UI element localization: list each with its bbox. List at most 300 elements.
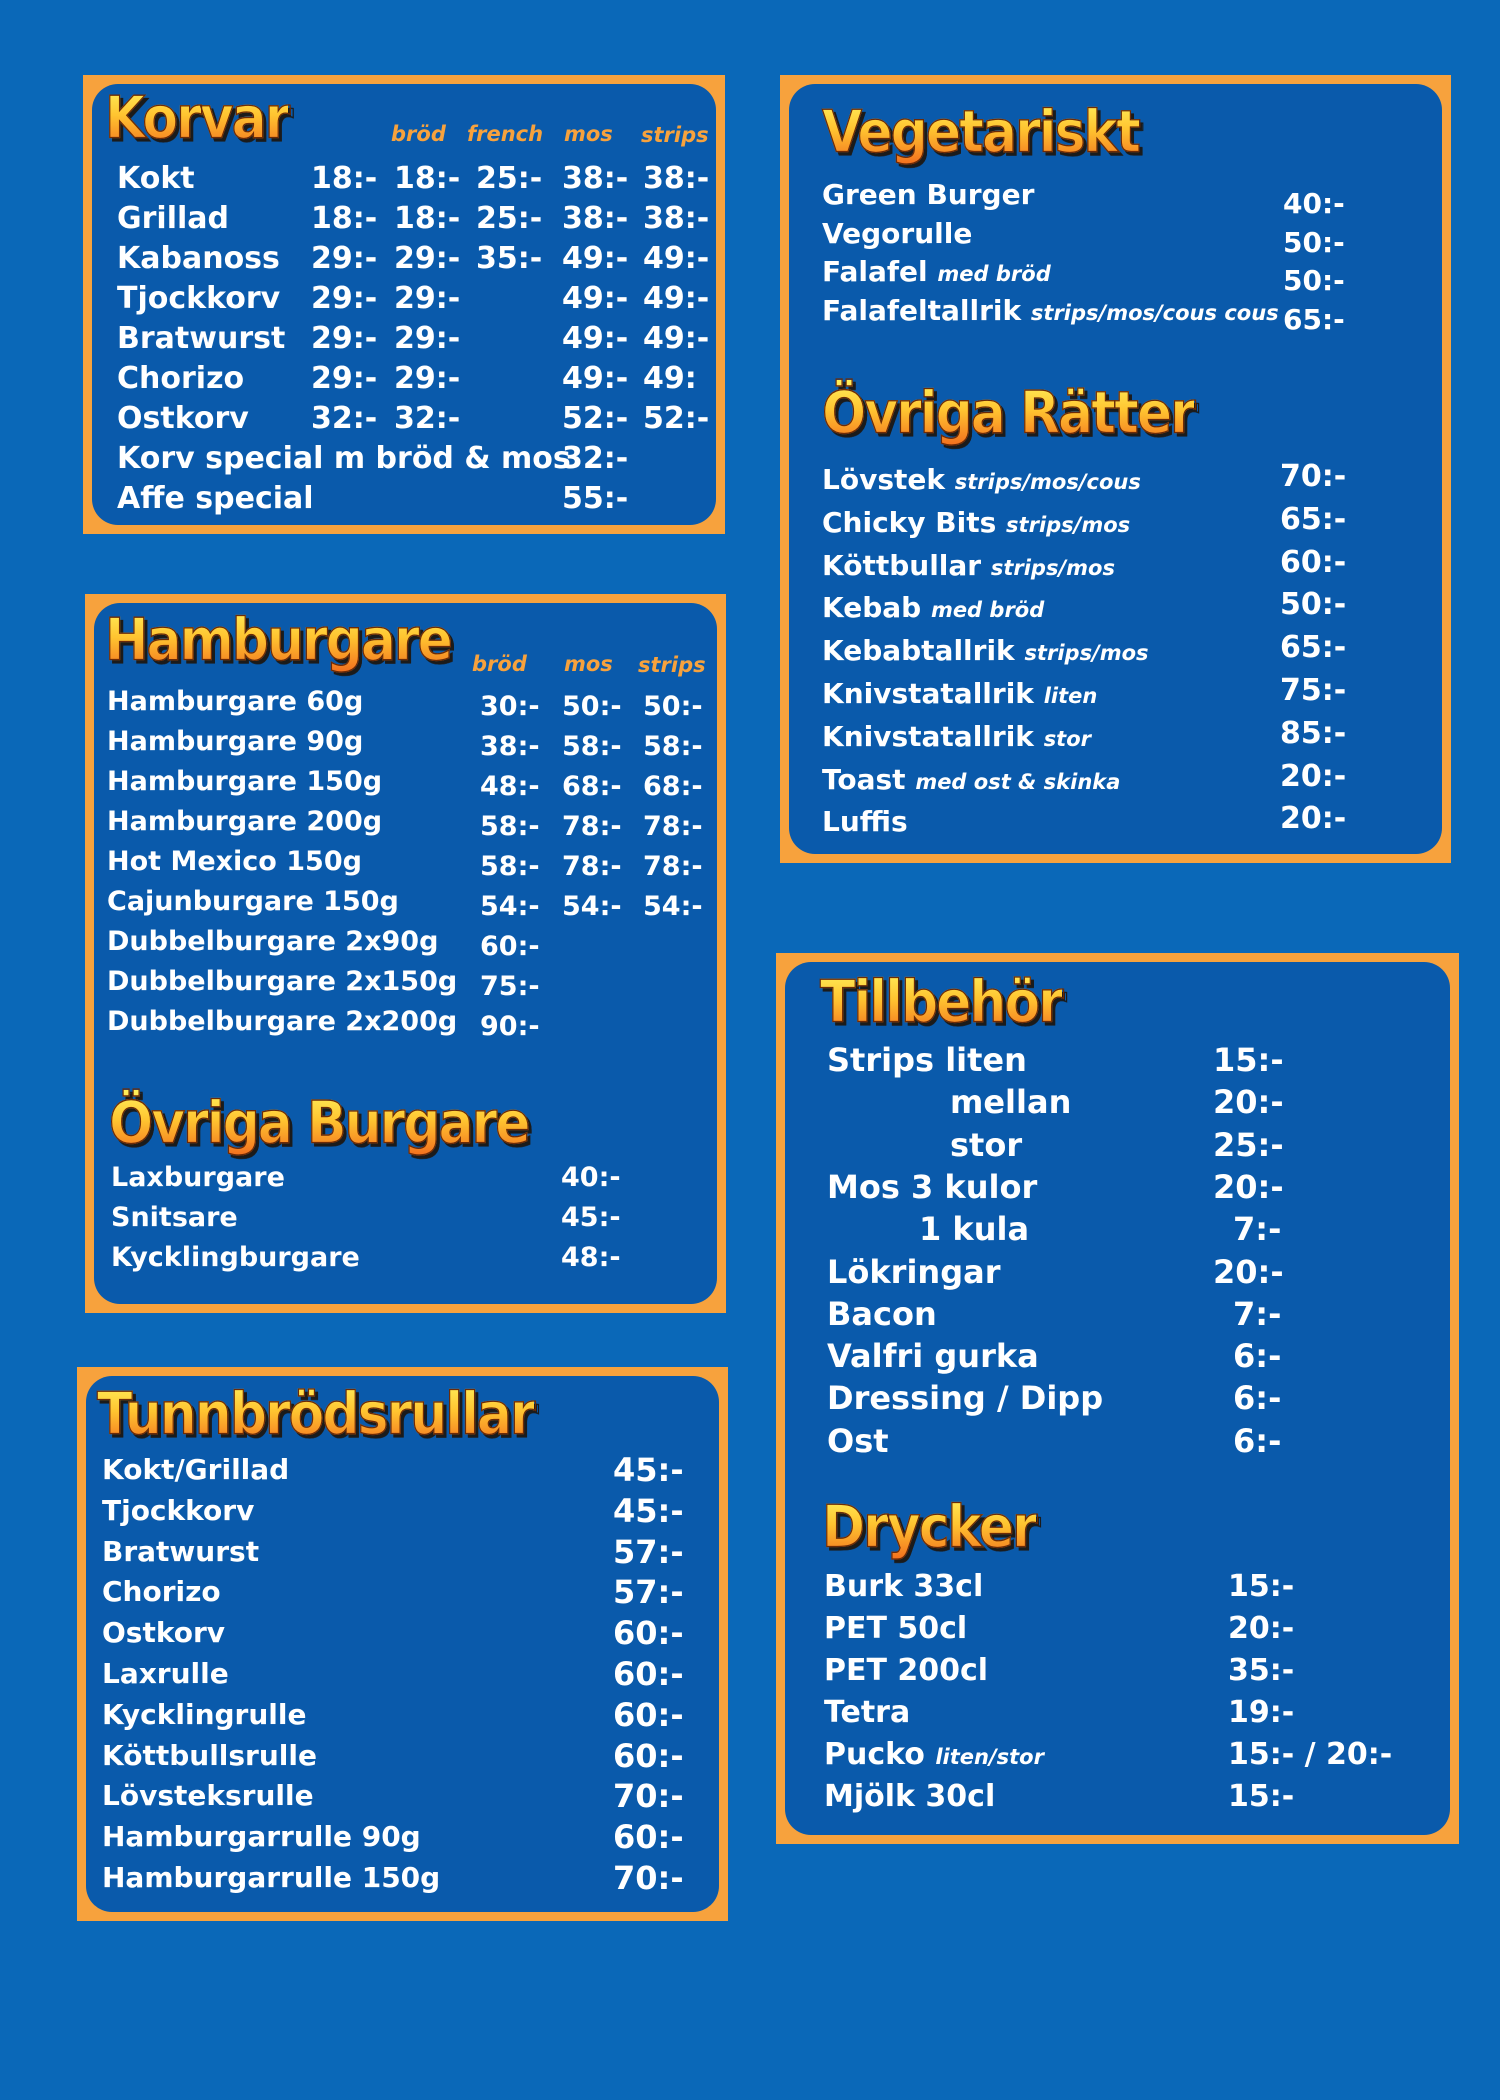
menu-item-price: 29:- (394, 321, 461, 356)
menu-item-label: 1 kula (919, 1210, 1030, 1249)
menu-item-price: 65:- (1283, 302, 1345, 336)
menu-item-label: Grillad (117, 201, 229, 236)
menu-item-note: med bröd (930, 598, 1045, 623)
menu-item-price: 18:- (394, 161, 461, 196)
menu-item-price: 29:- (311, 281, 378, 316)
menu-item-price: 45:- (613, 1451, 684, 1489)
menu-item-price: 25:- (1213, 1125, 1284, 1164)
menu-item-label: PET 50cl (824, 1611, 968, 1646)
menu-item-label: Köttbullsrulle (102, 1738, 317, 1772)
vegetariskt-panel (780, 75, 1451, 863)
menu-item (780, 294, 1451, 334)
menu-item-price: 29:- (394, 241, 461, 276)
menu-item (83, 361, 725, 401)
menu-item (780, 217, 1451, 257)
menu-item-name (822, 255, 1051, 288)
menu-item-price: 6:- (1233, 1337, 1282, 1376)
menu-item (780, 587, 1451, 631)
menu-item (780, 544, 1451, 589)
tillbehor-title: Tillbehör (820, 969, 1062, 1037)
menu-item (77, 1657, 728, 1697)
menu-item (77, 1453, 728, 1493)
menu-item-label: Green Burger (822, 178, 1035, 211)
menu-item-price: 54:- (562, 891, 622, 922)
ovriga-burgare-title: Övriga Burgare (109, 1090, 529, 1158)
menu-item-label: Toast (822, 762, 906, 796)
menu-item-note: strips/mos/cous (954, 470, 1141, 494)
menu-item (85, 1006, 726, 1046)
menu-item-label: Hamburgare 200g (107, 806, 383, 837)
menu-item-name (111, 1202, 238, 1233)
menu-item-name (102, 1616, 225, 1649)
menu-item-price: 57:- (613, 1573, 684, 1612)
menu-item-label: Bacon (827, 1294, 937, 1333)
menu-item-price: 55:- (562, 481, 629, 516)
menu-item-price: 48:- (480, 771, 540, 802)
menu-item-label: Dubbelburgare 2x200g (107, 1006, 458, 1037)
menu-item (85, 686, 726, 726)
menu-item-name (950, 1083, 1071, 1121)
menu-item-label: Ost (827, 1421, 889, 1460)
menu-item-price: 65:- (1280, 630, 1347, 666)
menu-item-name (822, 634, 1149, 667)
menu-item-label: stor (950, 1125, 1023, 1164)
menu-item-name (822, 294, 1279, 327)
menu-item-name (117, 481, 314, 516)
menu-item-price: 35:- (1228, 1653, 1295, 1688)
menu-item (776, 1611, 1459, 1651)
menu-item-label: Hamburgarrulle 90g (102, 1820, 421, 1854)
menu-item-name (117, 401, 249, 436)
menu-item-note: liten/stor (935, 1745, 1044, 1769)
menu-item-label: Cajunburgare 150g (107, 886, 399, 917)
menu-item-price: 20:- (1213, 1252, 1284, 1291)
menu-item-price: 15:- / 20:- (1228, 1737, 1393, 1772)
menu-item-note: strips/mos (1024, 641, 1149, 666)
menu-item-price: 58:- (562, 731, 622, 762)
menu-item-name (117, 441, 571, 476)
menu-item-price: 6:- (1233, 1379, 1282, 1418)
menu-item-label: Burk 33cl (824, 1569, 984, 1604)
menu-item (77, 1532, 728, 1575)
menu-item-label: Knivstatallrik (822, 677, 1034, 710)
menu-item-price: 38:- (643, 201, 710, 236)
menu-item-price: 60:- (613, 1736, 684, 1775)
korvar-header-mos: mos (564, 122, 613, 146)
menu-item-label: Lövsteksrulle (102, 1779, 314, 1813)
tunnbrodsrullar-title: Tunnbrödsrullar (97, 1381, 534, 1449)
menu-item-name (111, 1162, 285, 1193)
menu-item-price: 50:- (643, 691, 703, 722)
menu-item-label: Chorizo (102, 1575, 221, 1609)
menu-item (85, 1162, 726, 1202)
menu-item (776, 1695, 1459, 1735)
menu-item-label: Bratwurst (117, 321, 286, 356)
menu-item-name (107, 1006, 457, 1037)
hamburgare-header-brod: bröd (472, 652, 527, 676)
menu-item-label: Laxburgare (111, 1162, 285, 1193)
menu-item-label: Knivstatallrik (822, 719, 1034, 753)
menu-item-price: 58:- (480, 811, 540, 842)
menu-item-label: Snitsare (111, 1202, 238, 1233)
menu-item-name (827, 1379, 1103, 1417)
menu-item-price: 57:- (613, 1532, 684, 1571)
menu-item-price: 54:- (643, 891, 703, 922)
menu-item-name (822, 217, 972, 250)
menu-item (776, 1168, 1459, 1208)
hamburgare-header-strips: strips (638, 653, 706, 677)
menu-item-label: Chicky Bits (822, 505, 997, 539)
menu-item-price: 38:- (480, 731, 540, 762)
menu-item-price: 35:- (476, 241, 543, 276)
menu-item-name (117, 201, 229, 236)
menu-item-label: Vegorulle (822, 216, 973, 250)
menu-item-name (827, 1422, 889, 1460)
menu-item-label: Ostkorv (102, 1616, 226, 1650)
menu-item (77, 1695, 728, 1738)
menu-item-price: 7:- (1233, 1294, 1282, 1333)
menu-item-price: 85:- (1280, 715, 1347, 751)
menu-item-price: 29:- (311, 361, 378, 396)
menu-item (77, 1861, 728, 1901)
menu-item (83, 401, 725, 441)
menu-item-label: Hamburgare 90g (107, 726, 364, 757)
menu-item-price: 20:- (1213, 1083, 1284, 1122)
menu-item-price: 78:- (643, 811, 703, 842)
menu-item-name (822, 549, 1115, 582)
menu-item-label: Hamburgarrulle 150g (102, 1861, 441, 1894)
menu-item-note: liten (1043, 684, 1098, 708)
menu-item-label: Kebabtallrik (822, 634, 1015, 668)
menu-item-name (102, 1861, 440, 1894)
menu-item (780, 673, 1451, 717)
menu-item-price: 49:- (562, 241, 629, 276)
menu-item-price: 68:- (562, 771, 622, 802)
menu-item-price: 25:- (476, 201, 543, 236)
menu-item-label: Tjockkorv (117, 281, 281, 316)
menu-item-price: 18:- (311, 201, 378, 236)
menu-item-name (827, 1295, 937, 1333)
menu-item (776, 1653, 1459, 1693)
menu-item (83, 161, 725, 201)
menu-item-note: med bröd (937, 262, 1051, 286)
menu-item-label: Strips liten (827, 1041, 1027, 1079)
menu-item-name (822, 178, 1034, 211)
menu-item-name (107, 886, 399, 917)
menu-item-name (107, 726, 363, 757)
menu-item (77, 1820, 728, 1860)
menu-item-label: Kebab (822, 591, 922, 625)
korvar-panel (83, 75, 725, 534)
menu-item-price: 70:- (613, 1777, 684, 1816)
menu-item-label: Köttbullar (822, 548, 982, 582)
menu-item-label: Korv special m bröd & mos (117, 441, 571, 476)
menu-item-name (107, 686, 363, 717)
menu-item-label: Falafel (822, 255, 928, 288)
menu-item-name (822, 463, 1141, 496)
menu-item-label: Dubbelburgare 2x90g (107, 926, 439, 957)
menu-item (776, 1126, 1459, 1166)
menu-item-price: 40:- (1283, 187, 1345, 220)
menu-item-note: strips/mos/cous cous (1030, 300, 1279, 325)
menu-item-label: Bratwurst (102, 1534, 260, 1568)
menu-item (776, 1253, 1459, 1293)
menu-item (780, 459, 1451, 503)
menu-item-price: 50:- (1280, 587, 1347, 623)
menu-item-name (102, 1535, 259, 1568)
menu-item-name (824, 1569, 983, 1604)
menu-item-name (824, 1653, 988, 1688)
menu-item-price: 58:- (643, 731, 703, 762)
menu-item (776, 1295, 1459, 1335)
menu-item-label: Dubbelburgare 2x150g (107, 966, 458, 997)
menu-item-label: Kycklingrulle (102, 1697, 307, 1731)
menu-item-price: 50:- (1283, 225, 1345, 259)
menu-item-price: 49:- (643, 241, 710, 276)
menu-item-price: 60:- (613, 1695, 684, 1734)
korvar-header-brod: bröd (391, 122, 446, 146)
menu-item-name (102, 1453, 289, 1486)
ovriga-ratter-title: Övriga Rätter (822, 380, 1194, 448)
menu-item-price: 20:- (1280, 801, 1347, 837)
menu-item-price: 38:- (643, 161, 710, 196)
menu-item-price: 32:- (394, 401, 461, 436)
menu-item-label: Laxrulle (102, 1657, 229, 1690)
menu-item-name (824, 1779, 995, 1814)
menu-item-price: 6:- (1233, 1421, 1282, 1460)
menu-item-name (102, 1779, 314, 1812)
menu-item-name (822, 805, 908, 838)
menu-item-label: Lövstek (822, 463, 945, 496)
menu-item-name (822, 720, 1091, 753)
menu-item-name (827, 1253, 1000, 1291)
korvar-header-strips: strips (641, 123, 709, 147)
menu-item-name (102, 1575, 221, 1608)
menu-item-price: 45:- (613, 1491, 684, 1530)
korvar-header-french: french (467, 122, 544, 146)
menu-item (776, 1379, 1459, 1419)
menu-item-note: med ost & skinka (915, 769, 1121, 794)
menu-item-name (919, 1210, 1029, 1248)
menu-item (85, 966, 726, 1006)
menu-item-label: Falafeltallrik (822, 293, 1022, 327)
menu-item-name (827, 1337, 1039, 1375)
menu-item-name (117, 361, 244, 396)
menu-item-price: 29:- (311, 241, 378, 276)
menu-item-label: Hamburgare 150g (107, 766, 383, 797)
menu-item-label: Lökringar (827, 1252, 1001, 1291)
menu-item-label: PET 200cl (824, 1653, 989, 1688)
menu-item-price: 54:- (480, 891, 540, 922)
menu-item-name (117, 321, 285, 356)
menu-item-name (111, 1242, 360, 1273)
menu-item-price: 75:- (480, 971, 540, 1002)
menu-item-price: 50:- (562, 691, 622, 722)
menu-item-price: 65:- (1280, 501, 1347, 537)
menu-item-price: 25:- (476, 161, 543, 196)
menu-item (85, 846, 726, 886)
menu-item-name (102, 1657, 229, 1690)
menu-item-price: 60:- (613, 1655, 684, 1693)
menu-item (85, 766, 726, 806)
drycker-title: Drycker (822, 1494, 1036, 1562)
menu-item-label: Kycklingburgare (111, 1242, 360, 1273)
menu-item-name (117, 161, 195, 196)
menu-item-price: 38:- (562, 201, 629, 236)
menu-item-price: 48:- (561, 1242, 621, 1273)
menu-item (780, 255, 1451, 295)
menu-item (83, 201, 725, 241)
menu-item-price: 15:- (1228, 1779, 1295, 1814)
menu-item-price: 20:- (1213, 1167, 1284, 1206)
menu-item-price: 32:- (311, 401, 378, 436)
menu-item-label: Mjölk 30cl (824, 1779, 996, 1814)
menu-item-note: strips/mos (990, 555, 1115, 580)
menu-item-name (107, 926, 438, 957)
menu-item-price: 7:- (1233, 1210, 1282, 1249)
menu-item-price: 45:- (561, 1202, 621, 1233)
menu-item-name (824, 1611, 967, 1646)
menu-item-price: 49: (643, 361, 697, 396)
menu-item-price: 18:- (394, 201, 461, 236)
menu-item-price: 60:- (613, 1614, 684, 1653)
menu-item-price: 30:- (480, 691, 540, 722)
menu-item-price: 49:- (643, 321, 710, 356)
menu-item-price: 29:- (311, 321, 378, 356)
menu-item-label: Ostkorv (117, 401, 249, 436)
menu-item-name (822, 763, 1120, 796)
menu-item (776, 1041, 1459, 1081)
menu-item-name (822, 506, 1130, 539)
menu-item-note: stor (1043, 726, 1092, 751)
menu-item-price: 20:- (1228, 1611, 1295, 1646)
menu-item-name (950, 1126, 1022, 1164)
menu-item (85, 1242, 726, 1282)
menu-item (85, 806, 726, 846)
menu-item-label: mellan (950, 1083, 1072, 1122)
menu-item-price: 52:- (643, 401, 710, 436)
menu-item (77, 1575, 728, 1615)
menu-item-price: 18:- (311, 161, 378, 196)
menu-item-name (102, 1820, 421, 1853)
menu-item-name (827, 1041, 1027, 1079)
menu-item-label: Kokt (117, 161, 195, 196)
menu-item-price: 38:- (562, 161, 629, 196)
menu-item-price: 49:- (562, 321, 629, 356)
vegetariskt-title: Vegetariskt (822, 99, 1139, 167)
tillbehor-panel (776, 953, 1459, 1844)
menu-item (77, 1779, 728, 1819)
menu-item-price: 70:- (613, 1859, 684, 1897)
menu-item (776, 1737, 1459, 1777)
menu-item-price: 49:- (562, 281, 629, 316)
menu-item-name (107, 966, 457, 997)
menu-item-price: 78:- (643, 851, 703, 882)
menu-item-price: 40:- (561, 1162, 621, 1193)
menu-item-label: Tetra (824, 1695, 911, 1730)
menu-item-label: Kokt/Grillad (102, 1453, 290, 1486)
menu-item (780, 630, 1451, 674)
menu-item (776, 1083, 1459, 1123)
menu-item (780, 758, 1451, 803)
menu-item-price: 60:- (480, 931, 540, 962)
menu-item (780, 178, 1451, 218)
menu-item-label: Tjockkorv (102, 1493, 255, 1527)
menu-item (776, 1422, 1459, 1462)
menu-item-price: 50:- (1283, 264, 1345, 297)
menu-item-price: 68:- (643, 771, 703, 802)
menu-item (77, 1736, 728, 1779)
menu-item-name (107, 846, 362, 877)
menu-item-name (107, 766, 382, 797)
menu-item (780, 501, 1451, 546)
menu-item (776, 1569, 1459, 1609)
menu-item-price: 78:- (562, 811, 622, 842)
menu-item-name (824, 1695, 910, 1730)
menu-item-label: Hot Mexico 150g (107, 846, 362, 877)
menu-item (776, 1210, 1459, 1250)
menu-item-label: Affe special (117, 481, 314, 516)
menu-item-name (107, 806, 382, 837)
tunnbrodsrullar-panel (77, 1367, 728, 1921)
menu-item-price: 60:- (613, 1818, 684, 1857)
menu-item (85, 886, 726, 926)
menu-item-name (117, 281, 280, 316)
menu-item-note: strips/mos (1006, 512, 1131, 537)
menu-item (83, 241, 725, 281)
menu-item-price: 90:- (480, 1011, 540, 1042)
menu-item (85, 726, 726, 766)
menu-item-name (102, 1698, 306, 1731)
menu-item-name (117, 241, 280, 276)
menu-item (776, 1779, 1459, 1819)
menu-item (780, 715, 1451, 760)
menu-item-label: Valfri gurka (827, 1337, 1039, 1376)
menu-item-label: Luffis (822, 805, 908, 839)
korvar-title: Korvar (105, 85, 289, 153)
menu-item-price: 49:- (643, 281, 710, 316)
menu-item-label: Kabanoss (117, 241, 280, 276)
menu-item (83, 481, 725, 521)
menu-item-name (102, 1739, 317, 1772)
menu-item-name (827, 1168, 1037, 1206)
menu-item-price: 70:- (1280, 459, 1347, 494)
menu-item-label: Pucko (824, 1737, 925, 1772)
menu-item-price: 49:- (562, 361, 629, 396)
menu-item (83, 441, 725, 481)
menu-item-name (824, 1737, 1044, 1772)
menu-item-price: 58:- (480, 851, 540, 882)
menu-item (776, 1337, 1459, 1377)
menu-item-name (822, 591, 1044, 624)
hamburgare-header-mos: mos (564, 652, 613, 676)
menu-item (780, 801, 1451, 845)
menu-item-label: Hamburgare 60g (107, 686, 364, 717)
menu-item-price: 19:- (1228, 1695, 1295, 1730)
menu-item-label: Chorizo (117, 361, 245, 396)
korvar-list (83, 161, 725, 531)
menu-item (77, 1491, 728, 1534)
menu-item-label: Dressing / Dipp (827, 1379, 1104, 1418)
menu-item-price: 32:- (562, 441, 629, 476)
menu-item-price: 20:- (1280, 758, 1347, 794)
menu-item-name (822, 677, 1097, 710)
hamburgare-title: Hamburgare (105, 607, 451, 675)
menu-item-name (102, 1494, 254, 1527)
menu-item (85, 926, 726, 966)
menu-item-price: 29:- (394, 361, 461, 396)
menu-item-price: 29:- (394, 281, 461, 316)
